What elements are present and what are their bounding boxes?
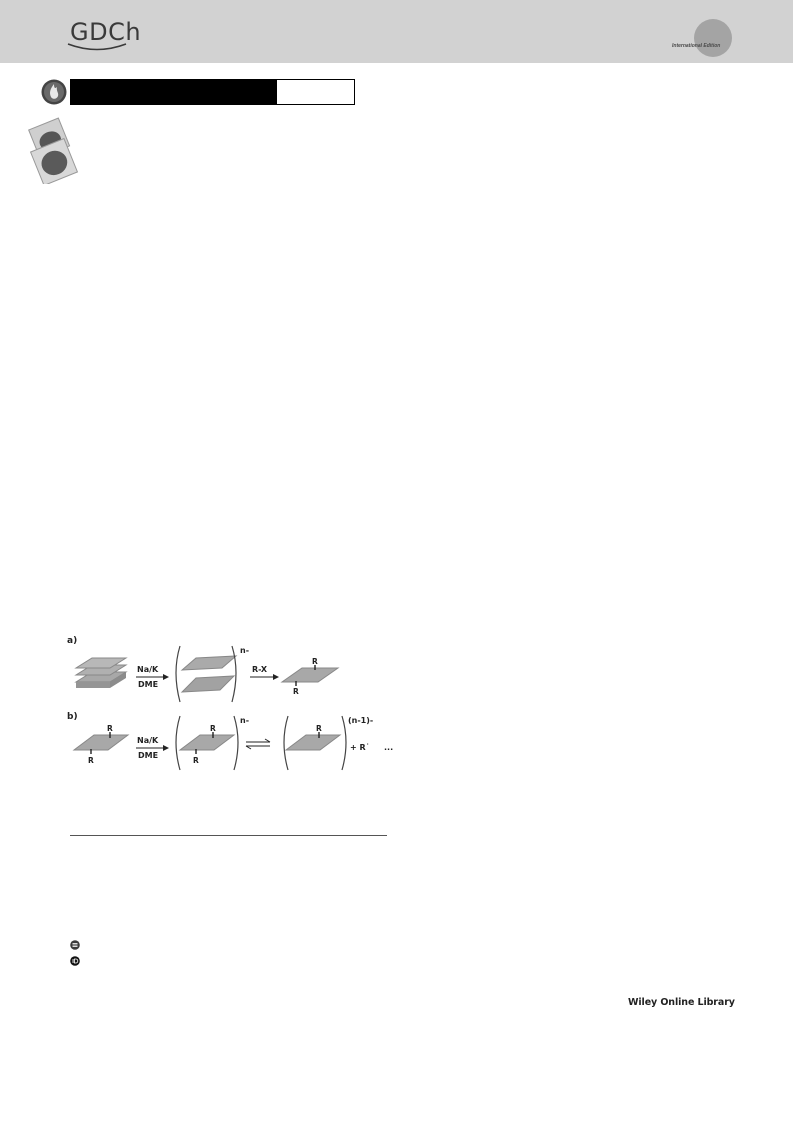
graphite-stack	[76, 658, 126, 688]
bracket-left-a	[176, 646, 180, 702]
defunctionalized-sheet-b	[286, 735, 340, 750]
substituent-r-top-b: R	[107, 724, 113, 733]
reagent-rx: R-X	[252, 665, 267, 674]
substituent-r-top-b2: R	[210, 724, 216, 733]
substituent-r-bottom-b: R	[88, 756, 94, 765]
ellipsis: ...	[384, 743, 394, 752]
flame-icon	[41, 79, 67, 105]
orcid-icon[interactable]	[70, 956, 80, 966]
substituent-r-bottom-a: R	[293, 687, 299, 696]
bracket-right-b1	[234, 716, 238, 770]
edition-seal	[694, 19, 732, 57]
bracket-right-a	[232, 646, 236, 702]
edition-label: International Edition	[672, 43, 721, 49]
bracket-right-b2	[342, 716, 346, 770]
substituent-r-top-b3: R	[316, 724, 322, 733]
reagent-dme-a: DME	[138, 680, 159, 689]
functionalized-sheet-a	[282, 668, 338, 682]
bracket-left-b1	[176, 716, 180, 770]
gdch-logo-arc	[66, 42, 128, 52]
sheet-bottom-a	[182, 676, 234, 692]
wiley-online-library-logo[interactable]: Wiley Online Library	[628, 997, 735, 1008]
reaction-scheme	[62, 632, 402, 772]
gdch-logo: GDCh	[70, 18, 142, 46]
substituent-r-top-a: R	[312, 657, 318, 666]
bracket-left-b2	[284, 716, 288, 770]
article-type-banner	[70, 79, 355, 105]
equilibrium-arrows	[246, 739, 270, 749]
released-radical: + R˙	[350, 743, 370, 752]
footnote-rule	[70, 835, 387, 836]
panel-b-label: b)	[67, 712, 78, 722]
reagent-na-k-b: Na/K	[137, 736, 159, 745]
supporting-info-icon[interactable]	[70, 940, 80, 950]
charge-n-minus-1: (n-1)-	[348, 716, 374, 725]
journal-header	[0, 0, 793, 63]
functionalized-sheet-b	[74, 735, 128, 750]
charged-sheet-b	[180, 735, 234, 750]
panel-a-label: a)	[67, 636, 78, 646]
substituent-r-bottom-b2: R	[193, 756, 199, 765]
reagent-na-k-a: Na/K	[137, 665, 159, 674]
charge-n-a: n-	[240, 646, 250, 655]
charge-n-b: n-	[240, 716, 250, 725]
reagent-dme-b: DME	[138, 751, 159, 760]
banner-fill	[71, 80, 277, 104]
badge-icon	[26, 116, 82, 184]
sheet-top-a	[182, 656, 236, 670]
